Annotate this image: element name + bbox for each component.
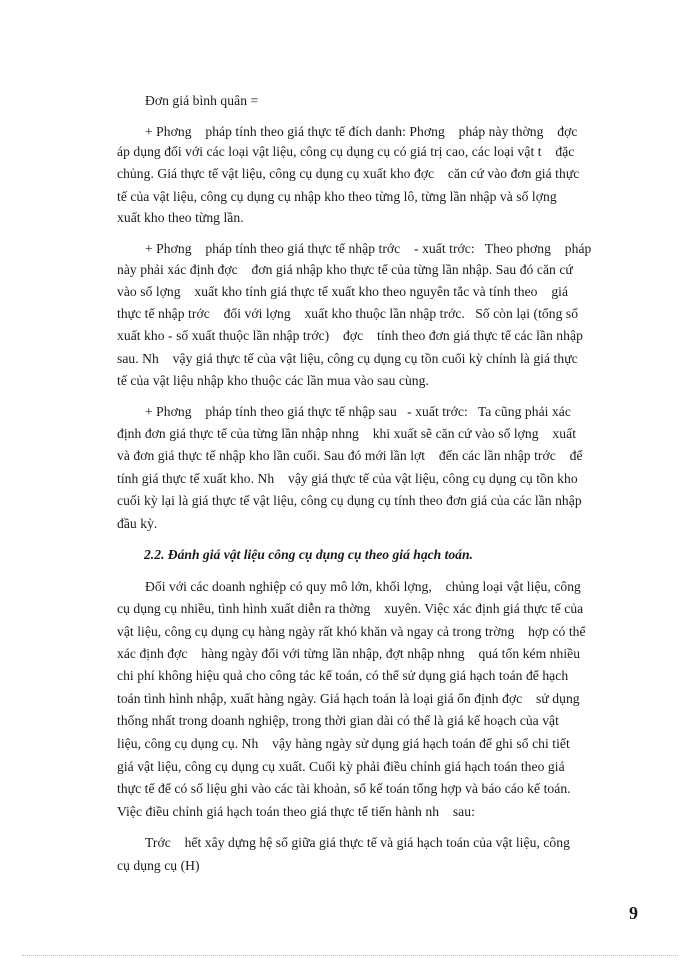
- paragraph-2-line-4: thực tế nhập trớc đối với lợng xuất kho thuộc lần nhập trớc. Số còn lại (tổng số: [117, 306, 579, 321]
- bottom-divider: [22, 955, 678, 956]
- paragraph-2-line-3: vào số lợng xuất kho tính giá thực tế xuất kho theo nguyên tắc và tính theo giá: [117, 284, 569, 299]
- paragraph-1-line-4: tế của vật liệu, công cụ dụng cụ nhập kho theo từng lô, từng lần nhập và số lợng: [117, 189, 557, 204]
- section-paragraph-1-line-7: thống nhất trong doanh nghiệp, trong thời gian dài có thể là giá kế hoạch của vật: [117, 713, 559, 728]
- paragraph-2-line-5: xuất kho - số xuất thuộc lần nhập trớc) đợc tính theo đơn giá thực tế các lần nhập: [117, 328, 583, 343]
- paragraph-2-line-2: này phải xác định đợc đơn giá nhập kho thực tế của từng lần nhập. Sau đó căn cứ: [117, 262, 573, 277]
- intro-line: Đơn giá bình quân =: [145, 93, 259, 108]
- section-paragraph-1-line-4: xác định đợc hàng ngày đối với từng lần nhập, đợt nhập nhng quá tốn kém nhiều: [117, 646, 581, 661]
- section-paragraph-2-line-2: cụ dụng cụ (H): [117, 858, 200, 873]
- paragraph-1-line-2: áp dụng đối với các loại vật liệu, công cụ dụng cụ có giá trị cao, các loại vật t đặc: [117, 144, 575, 159]
- section-paragraph-1-line-8: liệu, công cụ dụng cụ. Nh vậy hàng ngày sử dụng giá hạch toán để ghi sổ chi tiết: [117, 736, 570, 751]
- paragraph-3-line-3: và đơn giá thực tế nhập kho lần cuối. Sau đó mới lần lợt đến các lần nhập trớc để: [117, 448, 583, 463]
- paragraph-3-line-5: cuối kỳ lại là giá thực tế vật liệu, công cụ dụng cụ tính theo đơn giá của các lần nhập: [117, 493, 582, 508]
- section-paragraph-1-line-3: vật liệu, công cụ dụng cụ hàng ngày rất khó khăn và ngay cả trong trờng hợp có thể: [117, 624, 586, 639]
- section-paragraph-1-line-10: thực tế để có số liệu ghi vào các tài khoản, sổ kế toán tổng hợp và báo cáo kế toán.: [117, 781, 571, 796]
- paragraph-3-line-2: định đơn giá thực tế của từng lần nhập nhng khi xuất sẽ căn cứ vào số lợng xuất: [117, 426, 577, 441]
- paragraph-2-line-1: + Phơng pháp tính theo giá thực tế nhập trớc - xuất trớc: Theo phơng pháp: [145, 241, 592, 256]
- paragraph-2-line-7: tế của vật liệu nhập kho thuộc các lần mua vào sau cùng.: [117, 373, 429, 388]
- paragraph-3-line-1: + Phơng pháp tính theo giá thực tế nhập sau - xuất trớc: Ta cũng phải xác: [145, 404, 571, 419]
- paragraph-3-line-6: đầu kỳ.: [117, 516, 158, 531]
- section-paragraph-2-line-1: Trớc hết xây dựng hệ số giữa giá thực tế và giá hạch toán của vật liệu, công: [145, 835, 570, 850]
- section-paragraph-1-line-5: chi phí không hiệu quả cho công tác kế toán, có thể sử dụng giá hạch toán để hạch: [117, 668, 569, 683]
- paragraph-3-line-4: tính giá thực tế xuất kho. Nh vậy giá thực tế của vật liệu, công cụ dụng cụ tồn kho: [117, 471, 578, 486]
- paragraph-2-line-6: sau. Nh vậy giá thực tế của vật liệu, công cụ dụng cụ tồn cuối kỳ chính là giá thực: [117, 351, 578, 366]
- paragraph-1-line-1: + Phơng pháp tính theo giá thực tế đích danh: Phơng pháp này thờng đợc: [145, 124, 578, 139]
- section-paragraph-1-line-11: Việc điều chỉnh giá hạch toán theo giá thực tế tiến hành nh sau:: [117, 804, 475, 819]
- section-paragraph-1-line-6: toán tình hình nhập, xuất hàng ngày. Giá hạch toán là loại giá ổn định đợc sử dụng: [117, 691, 580, 706]
- section-heading: 2.2. Đánh giá vật liệu công cụ dụng cụ theo giá hạch toán.: [144, 547, 473, 562]
- section-paragraph-1-line-1: Đối với các doanh nghiệp có quy mô lớn, khối lợng, chủng loại vật liệu, công: [145, 579, 581, 594]
- section-paragraph-1-line-9: giá vật liệu, công cụ dụng cụ xuất. Cuối kỳ phải điều chỉnh giá hạch toán theo giá: [117, 759, 565, 774]
- paragraph-1-line-5: xuất kho theo từng lần.: [117, 210, 244, 225]
- section-paragraph-1-line-2: cụ dụng cụ nhiều, tình hình xuất diễn ra thờng xuyên. Việc xác định giá thực tế của: [117, 601, 584, 616]
- page-number: 9: [629, 903, 638, 923]
- paragraph-1-line-3: chủng. Giá thực tế vật liệu, công cụ dụng cụ xuất kho đợc căn cứ vào đơn giá thực: [117, 166, 580, 181]
